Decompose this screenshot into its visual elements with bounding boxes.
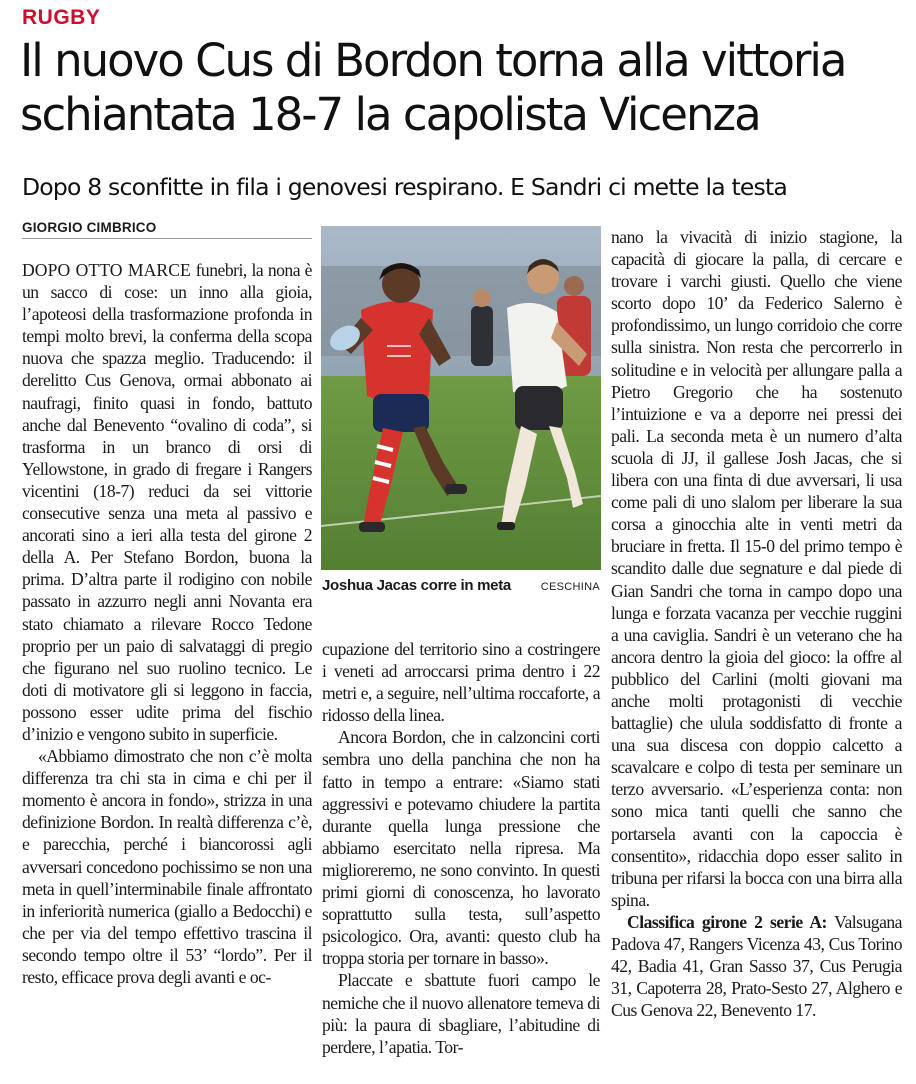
byline-rule <box>22 238 312 239</box>
article-column-3 <box>611 226 902 1021</box>
paragraph: Ancora Bordon, che in calzoncini corti sembra uno della panchina che non ha fatto in tempo a entrare: «Siamo stati aggressivi e potevamo chiudere la partita durante quella lunga pressione che abbiamo esercitato nella ripresa. Ma miglioreremo, ne sono convinto. In questi primi giorni di conoscenza, ho lavorato soprattutto sulla testa, sull’aspetto psicologico. Ora, avanti: questo club ha troppa storia per tornare in basso». <box>322 727 600 969</box>
article-photo <box>321 226 601 570</box>
byline: GIORGIO CIMBRICO <box>22 220 157 235</box>
photo-caption <box>322 576 600 596</box>
article-column-1 <box>22 259 312 988</box>
paragraph-text: funebri, la nona è un sacco di cose: un inno alla gioia, l’apoteosi della trasformazione profonda in tempi molto brevi, la conferma della scopa nuova che spazza meglio. Traducendo: il derelitto Cus Genova, ormai abbonato ai naufragi, finito quasi in fondo, battuto anche dal Benevento “ovalino di coda”, si trasforma in un branco di orsi di Yellowstone, in grado di fregare i Rangers vicentini (18-7) reduci da sei vittorie consecutive senza una meta al passivo e ancorati sino a ieri alla testa del girone 2 della A. Per Stefano Bordon, buona la prima. D’altra parte il rodigino con nobile passato in azzurro negli anni Novanta era stato chiamato a rilevare Rocco Tedone proprio per un paio di salvataggi di pregio che figurano nel suo ruolino tecnico. Le doti di motivatore gli si leggono in faccia, possono esser udite prima del fischio d’inizio e vengono subito in superficie. <box>22 260 312 744</box>
rugby-player-photo <box>321 226 601 570</box>
paragraph: nano la vivacità di inizio stagione, la capacità di giocare la palla, di cercare e trovare i varchi giusti. Quello che viene scorto dopo 10’ da Federico Salerno è profondissimo, un lungo corridoio che corre sulla sinistra. Non resta che percorrerlo in solitudine e in velocità per allungare palla a Pietro Gregorio che ha sostenuto l’intuizione e va a deporre nei pressi dei pali. La seconda meta è un numero d’alta scuola di JJ, il gallese Josh Jacas, che si libera con una finta di due avversari, li usa come pali di uno slalom per liberare la sua corsa a ginocchia alte in venti metri da bruciare in fretta. Il 15-0 del primo tempo è scandito dalle due segnature e dal piede di Gian Sandri che torna in campo dopo una lunga e forzata vacanza per vecchie ruggini a una caviglia. Sandri è un veterano che ha ancora dentro la gioia del gioco: la offre al pubblico del Carlini (molti giovani ma anche molti protagonisti di vecchie battaglie) che ulula soddisfatto di fronte a una sua discesa con doppio calcetto a scavalcare e colpo di testa per seminare un terzo avversario. «L’esperienza conta: non sono mica tanti quelli che sanno che portarsela avanti con la capoccia è consentito», ridacchia dopo esser salito in tribuna per rifarsi la bocca con una birra alla spina. <box>611 227 902 910</box>
section-label: RUGBY <box>22 6 101 29</box>
photo-credit: CESCHINA <box>540 581 600 593</box>
lead-caps: DOPO OTTO MARCE <box>22 260 191 280</box>
article-column-2 <box>322 638 600 1058</box>
paragraph: Placcate e sbattute fuori campo le nemiche che il nuovo allenatore temeva di più: la paura di sbagliare, l’abitudine di perdere, l’apatia. Tor- <box>322 970 600 1057</box>
paragraph <box>22 259 312 745</box>
headline: Il nuovo Cus di Bordon torna alla vittoria schiantata 18-7 la capolista Vicenza <box>20 34 846 141</box>
standings-text: Valsugana Padova 47, Rangers Vicenza 43, Cus Torino 42, Badia 41, Gran Sasso 37, Cus Perugia 31, Capoterra 28, Prato-Sesto 27, Alghero e Cus Genova 22, Benevento 17. <box>611 911 902 1021</box>
standings <box>611 911 902 1021</box>
paragraph: cupazione del territorio sino a costringere i veneti ad arroccarsi prima dentro i 22 metri e, a seguire, nell’ultima roccaforte, a ridosso della linea. <box>322 639 600 726</box>
paragraph: «Abbiamo dimostrato che non c’è molta differenza tra chi sta in cima e chi per il momento è ancora in fondo», strizza in una definizione Bordon. In realtà differenza c’è, e parecchia, perché i biancorossi agli avversari concedono pochissimo se non una meta in quell’interminabile finale affrontato in inferiorità numerica (giallo a Bedocchi) e che per via del tempo effettivo trascina il secondo tempo oltre il 53’ “lordo”. Per il resto, efficace prova degli avanti e oc- <box>22 746 312 987</box>
subheadline: Dopo 8 sconfitte in fila i genovesi respirano. E Sandri ci mette la testa <box>22 173 788 201</box>
standings-label: Classifica girone 2 serie A: <box>627 911 827 932</box>
caption-text: Joshua Jacas corre in meta <box>322 577 511 594</box>
